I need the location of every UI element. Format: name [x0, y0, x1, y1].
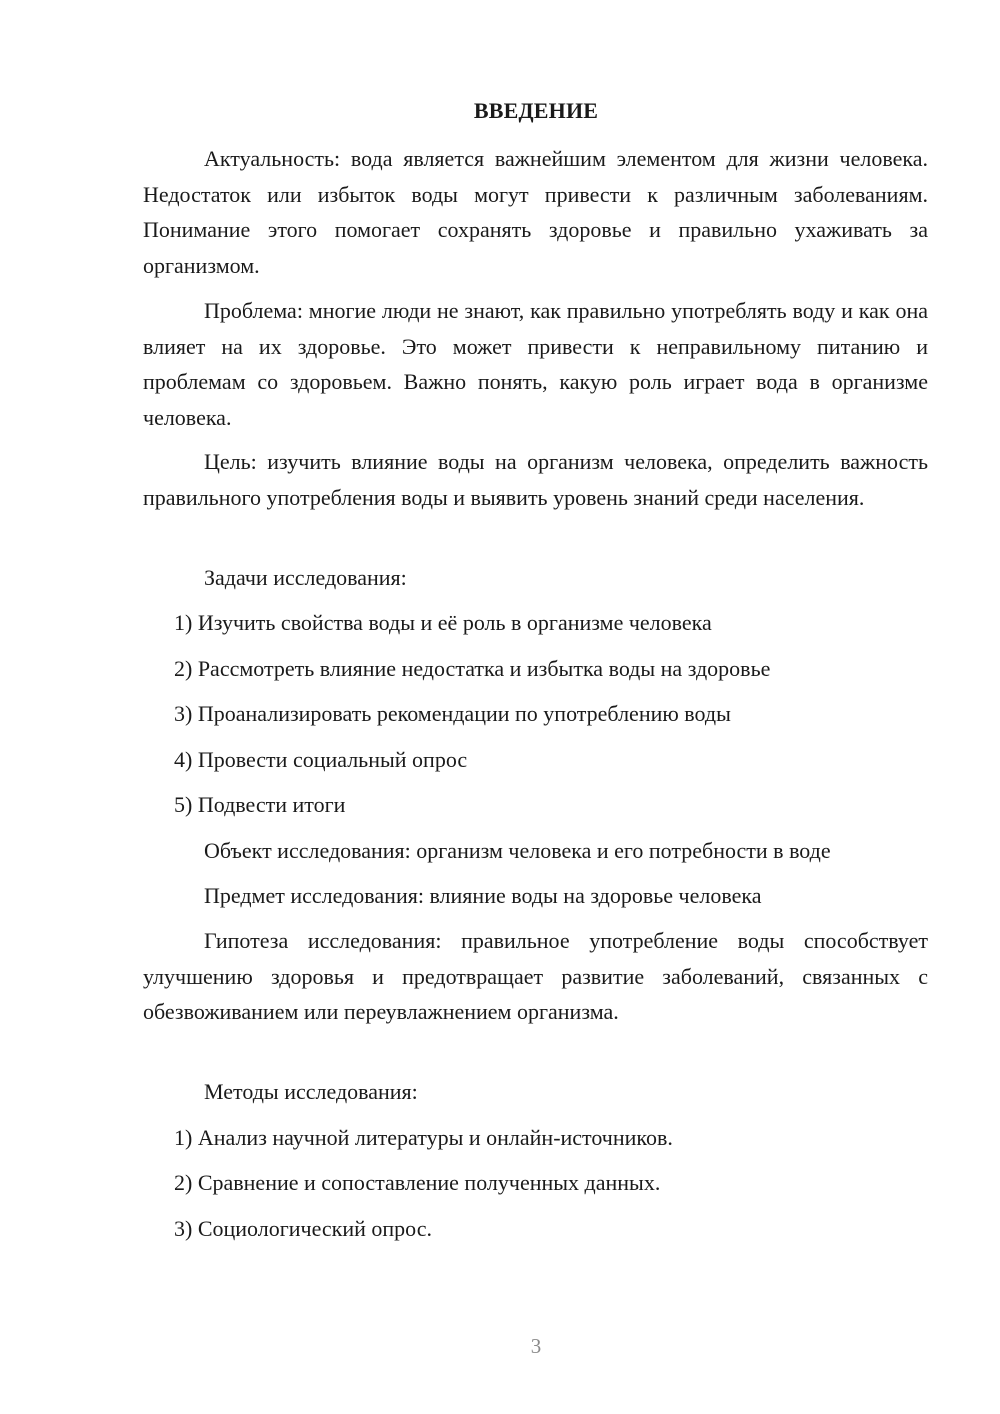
task-item: 4) Провести социальный опрос — [174, 747, 468, 772]
object-line: Объект исследования: организм человека и его потребности в воде — [204, 838, 831, 863]
page-title — [0, 97, 1000, 125]
hypothesis-paragraph: Гипотеза исследования: правильное употребление воды способствует улучшению здоровья и предотвращает развитие заболеваний, связанных с обезвоживанием или переувлажнением организма. — [143, 928, 928, 1024]
goal-paragraph: Цель: изучить влияние воды на организм человека, определить важность правильного употребления воды и выявить уровень знаний среди населения. — [143, 449, 928, 510]
task-item: 5) Подвести итоги — [174, 792, 346, 817]
subject-line: Предмет исследования: влияние воды на здоровье человека — [204, 883, 762, 908]
task-item: 3) Проанализировать рекомендации по употреблению воды — [174, 701, 731, 726]
task-item: 1) Изучить свойства воды и её роль в организме человека — [174, 610, 712, 635]
method-item: 3) Социологический опрос. — [174, 1216, 432, 1241]
page-title-text: ВВЕДЕНИЕ — [473, 98, 599, 123]
tasks-heading: Задачи исследования: — [204, 565, 407, 590]
methods-heading: Методы исследования: — [204, 1079, 418, 1104]
relevance-paragraph: Актуальность: вода является важнейшим элементом для жизни человека. Недостаток или избыток воды могут привести к различным заболеваниям. Понимание этого помогает сохранять здоровье и правильно ухаживать за организмом. — [143, 146, 928, 278]
task-item: 2) Рассмотреть влияние недостатка и избытка воды на здоровье — [174, 656, 771, 681]
method-item: 1) Анализ научной литературы и онлайн-источников. — [174, 1125, 673, 1150]
problem-paragraph: Проблема: многие люди не знают, как правильно употреблять воду и как она влияет на их здоровье. Это может привести к неправильному питанию и проблемам со здоровьем. Важно понять, какую роль играет вода в организме человека. — [143, 298, 928, 430]
method-item: 2) Сравнение и сопоставление полученных данных. — [174, 1170, 661, 1195]
page-number: 3 — [530, 1334, 542, 1358]
